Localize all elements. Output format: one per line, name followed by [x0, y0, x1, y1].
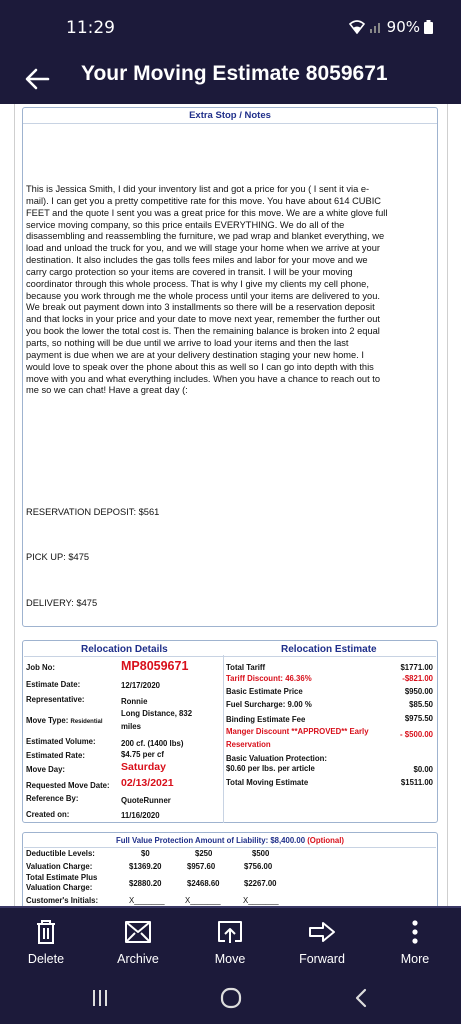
tariff-discount-label: Tariff Discount: 46.36% — [226, 674, 312, 683]
manager-discount-label-2: Reservation — [226, 740, 271, 749]
reservation-deposit-note: RESERVATION DEPOSIT: $561 — [26, 507, 160, 517]
move-type-sub: Residential — [70, 719, 103, 725]
archive-icon — [92, 918, 184, 946]
created-on-label: Created on: — [26, 810, 70, 819]
note-text-line: would love to speak over the phone about this as well so I can go into depth with this — [26, 361, 374, 372]
initials-field[interactable]: X_______ — [243, 896, 279, 905]
action-bar — [0, 906, 461, 970]
forward-icon — [276, 918, 368, 946]
manager-discount-label-1: Manger Discount **APPROVED** Early — [226, 727, 369, 736]
archive-label: Archive — [117, 952, 159, 966]
deductible-value: $250 — [195, 849, 213, 858]
email-content[interactable] — [0, 104, 461, 906]
relocation-details-header: Relocation Details — [81, 644, 168, 655]
basic-valuation-label: Basic Valuation Protection: — [226, 754, 327, 763]
representative-label: Representative: — [26, 695, 85, 704]
fuel-surcharge-label: Fuel Surcharge: 9.00 % — [226, 700, 312, 709]
signal-icon — [369, 20, 383, 34]
note-text-line: me so we can chat! Have a great day (: — [26, 385, 188, 396]
note-text-line: payment is due when we are at your delivery destination staging your new home. I — [26, 349, 364, 360]
archive-button[interactable] — [92, 918, 184, 966]
pick-up-note: PICK UP: $475 — [26, 552, 90, 562]
document-left-edge — [14, 104, 15, 906]
trash-icon — [0, 918, 92, 946]
basic-valuation-value: $0.00 — [413, 765, 433, 774]
valuation-charge-value: $756.00 — [244, 862, 273, 871]
note-text-line: and that locks in your price and your date to move next year, remember the further out — [26, 314, 380, 325]
note-text-line: coordinator through this whole process. That is why I give my clients my cell phone, — [26, 278, 369, 289]
delete-label: Delete — [27, 952, 65, 966]
basic-valuation-sub: $0.60 per lbs. per article — [226, 764, 315, 773]
basic-estimate-price-label: Basic Estimate Price — [226, 687, 303, 696]
total-moving-estimate-value: $1511.00 — [400, 778, 433, 787]
total-moving-estimate-label: Total Moving Estimate — [226, 778, 309, 787]
binding-estimate-fee-value: $975.50 — [404, 714, 433, 723]
note-text-line: service moving company, so this price entails EVERYTHING. We do all of the — [26, 219, 345, 230]
divider — [223, 655, 224, 823]
estimate-date-value: 12/17/2020 — [121, 681, 161, 690]
estimated-volume-value: 200 cf. (1400 lbs) — [121, 739, 184, 748]
total-plus-value: $2880.20 — [129, 879, 162, 888]
reference-by-value: QuoteRunner — [121, 796, 171, 805]
back-arrow-icon[interactable] — [22, 64, 52, 94]
job-no-value: MP8059671 — [121, 659, 189, 673]
more-label: More — [400, 952, 430, 966]
total-plus-label-2: Valuation Charge: — [26, 883, 93, 892]
divider — [24, 656, 436, 657]
note-text-line: load and unload the truck for you, and we will stage your home when we arrive at your — [26, 243, 380, 254]
total-tariff-label: Total Tariff — [226, 663, 266, 672]
note-text-line: parts, so nothing will be due until we arrive to load your items and then the last — [26, 337, 349, 348]
total-plus-label-1: Total Estimate Plus — [26, 873, 98, 882]
fuel-surcharge-value: $85.50 — [409, 700, 433, 709]
forward-label: Forward — [299, 952, 345, 966]
requested-move-date-value: 02/13/2021 — [121, 777, 174, 789]
move-day-value: Saturday — [121, 761, 166, 773]
valuation-charge-value: $957.60 — [187, 862, 216, 871]
binding-estimate-fee-label: Binding Estimate Fee — [226, 715, 306, 724]
move-type-value-1: Long Distance, 832 — [121, 709, 193, 718]
requested-move-date-label: Requested Move Date: — [26, 781, 110, 790]
battery-percent: 90% — [386, 18, 420, 36]
back-nav-icon[interactable] — [341, 986, 381, 1010]
page-title: Your Moving Estimate 8059671 — [81, 62, 388, 85]
valuation-charge-label: Valuation Charge: — [26, 862, 93, 871]
note-text-line: We break out payment down into 3 installments so there will be a reservation deposit — [26, 302, 375, 313]
note-text-line: move with you and what everything includes. When you have a chance to reach out to — [26, 373, 381, 384]
job-no-label: Job No: — [26, 663, 56, 672]
relocation-section — [22, 640, 438, 823]
note-text-line: FEET and the quote I sent you was a great price for this move. We are a white glove full — [26, 207, 388, 218]
document-right-edge — [447, 104, 448, 906]
divider — [24, 847, 436, 848]
more-button[interactable] — [369, 918, 461, 966]
total-tariff-value: $1771.00 — [400, 663, 433, 672]
forward-button[interactable] — [276, 918, 368, 966]
fvp-optional: (Optional) — [307, 836, 345, 845]
move-type-label — [26, 716, 103, 725]
note-text-line: mail). I can get you a pretty competitive rate for this move. You have about 614 CUBIC — [26, 195, 382, 206]
notes-header: Extra Stop / Notes — [23, 108, 437, 124]
tariff-discount-value: -$821.00 — [402, 674, 433, 683]
notes-body — [26, 184, 436, 397]
deductible-value: $0 — [141, 849, 150, 858]
deductible-levels-label: Deductible Levels: — [26, 849, 95, 858]
battery-icon — [424, 20, 433, 34]
relocation-estimate-header: Relocation Estimate — [281, 644, 377, 655]
estimated-rate-value: $4.75 per cf — [121, 750, 164, 759]
initials-field[interactable]: X_______ — [129, 896, 165, 905]
notes-section — [22, 107, 438, 627]
note-text-line: because you work through me the whole process until your items are delivered to you. — [26, 290, 380, 301]
note-text-line: carry cargo protection so your items are covered in transit. I will be your moving — [26, 266, 353, 277]
representative-value: Ronnie — [121, 697, 148, 706]
fvp-header-text: Full Value Protection Amount of Liability: $8,400.00 — [115, 836, 306, 845]
manager-discount-value: - $500.00 — [400, 730, 433, 739]
customer-initials-label: Customer's Initials: — [26, 896, 99, 905]
valuation-charge-value: $1369.20 — [129, 862, 162, 871]
wifi-icon — [349, 20, 365, 34]
estimated-rate-label: Estimated Rate: — [26, 751, 85, 760]
recent-apps-icon[interactable] — [80, 986, 120, 1010]
delivery-note: DELIVERY: $475 — [26, 598, 98, 608]
more-icon — [369, 918, 461, 946]
note-text-line: disassembling and reassembling the furniture, we pad wrap and blanket everything, we — [26, 231, 385, 242]
estimate-date-label: Estimate Date: — [26, 680, 81, 689]
deductible-value: $500 — [252, 849, 270, 858]
estimated-volume-label: Estimated Volume: — [26, 737, 96, 746]
total-plus-value: $2468.60 — [187, 879, 220, 888]
move-type-value-2: miles — [121, 722, 141, 731]
initials-field[interactable]: X_______ — [185, 896, 221, 905]
basic-estimate-price-value: $950.00 — [404, 687, 433, 696]
total-plus-value: $2267.00 — [244, 879, 277, 888]
home-icon[interactable] — [211, 986, 251, 1010]
system-nav-bar — [0, 970, 461, 1024]
full-value-protection-section — [22, 832, 438, 906]
delete-button[interactable] — [0, 918, 92, 966]
move-day-label: Move Day: — [26, 765, 65, 774]
app-bar — [0, 56, 461, 104]
move-icon — [184, 918, 276, 946]
note-text-line: This is Jessica Smith, I did your inventory list and got a price for you ( I sent it via e- — [26, 184, 370, 194]
move-type-label-text: Move Type: — [26, 716, 69, 725]
note-text-line: destination. It also includes the gas tolls fees miles and labor for your move and we — [26, 255, 368, 266]
fvp-header — [23, 836, 437, 845]
status-icons — [349, 18, 433, 36]
move-label: Move — [214, 952, 246, 966]
move-button[interactable] — [184, 918, 276, 966]
status-time: 11:29 — [66, 18, 115, 38]
created-on-value: 11/16/2020 — [121, 811, 160, 820]
reference-by-label: Reference By: — [26, 794, 79, 803]
note-text-line: you book the lower the total cost is. Then the remaining balance is broken into 2 equal — [26, 326, 380, 337]
status-bar — [0, 0, 461, 56]
